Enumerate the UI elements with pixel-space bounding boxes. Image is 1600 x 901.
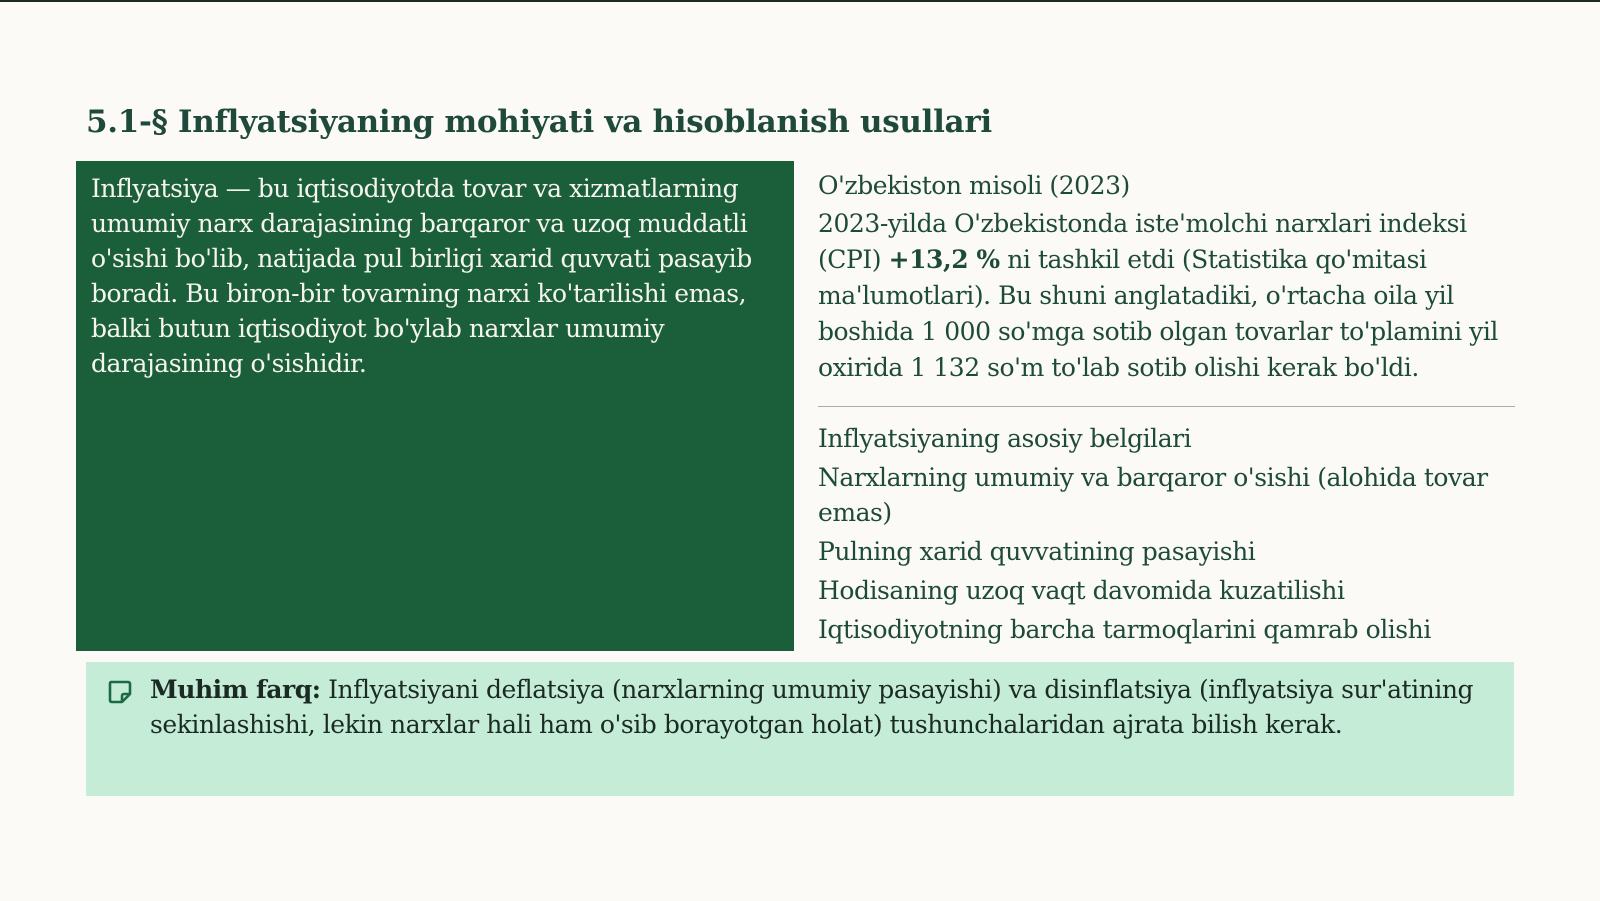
features-heading: Inflyatsiyaning asosiy belgilari (818, 424, 1192, 453)
example-text-before: 2023-yilda O'zbekistonda iste'molchi narxlari indeksi (CPI) (818, 209, 1467, 274)
right-column (818, 168, 1518, 651)
features-list (818, 460, 1518, 647)
example-heading: O'zbekiston misoli (2023) (818, 171, 1130, 200)
list-item: Narxlarning umumiy va barqaror o'sishi (alohida tovar emas) (818, 463, 1488, 527)
note-callout (86, 662, 1514, 796)
definition-panel (76, 161, 794, 651)
list-item: Iqtisodiyotning barcha tarmoqlarini qamrab olishi (818, 615, 1431, 644)
note-text (150, 672, 1494, 742)
definition-text: Inflyatsiya — bu iqtisodiyotda tovar va xizmatlarning umumiy narx darajasining barqaror va uzoq muddatli o'sishi bo'lib, natijada pul birligi xarid quvvati pasayib boradi. Bu biron-bir tovarning narxi ko'tarilishi emas, balki butun iqtisodiyot bo'ylab narxlar umumiy darajasining o'sishidir. (91, 174, 752, 378)
example-text (818, 206, 1518, 386)
cpi-value: +13,2 % (888, 245, 1000, 274)
list-item: Pulning xarid quvvatining pasayishi (818, 537, 1256, 566)
page-title: 5.1-§ Inflyatsiyaning mohiyati va hisoblanish usullari (86, 104, 992, 140)
note-label: Muhim farq: (150, 675, 321, 704)
note-icon (107, 679, 133, 705)
section-divider (818, 406, 1515, 407)
list-item: Hodisaning uzoq vaqt davomida kuzatilishi (818, 576, 1345, 605)
example-text-after: ni tashkil etdi (Statistika qo'mitasi ma'lumotlari). Bu shuni anglatadiki, o'rtacha oila yil boshida 1 000 so'mga sotib olgan tovarlar to'plamini yil oxirida 1 132 so'm to'lab sotib olishi kerak bo'ldi. (818, 245, 1498, 382)
top-border (0, 0, 1600, 2)
note-body: Inflyatsiyani deflatsiya (narxlarning umumiy pasayishi) va disinflatsiya (inflyatsiya sur'atining sekinlashishi, lekin narxlar hali ham o'sib borayotgan holat) tushunchalaridan ajrata bilish kerak. (150, 675, 1474, 739)
